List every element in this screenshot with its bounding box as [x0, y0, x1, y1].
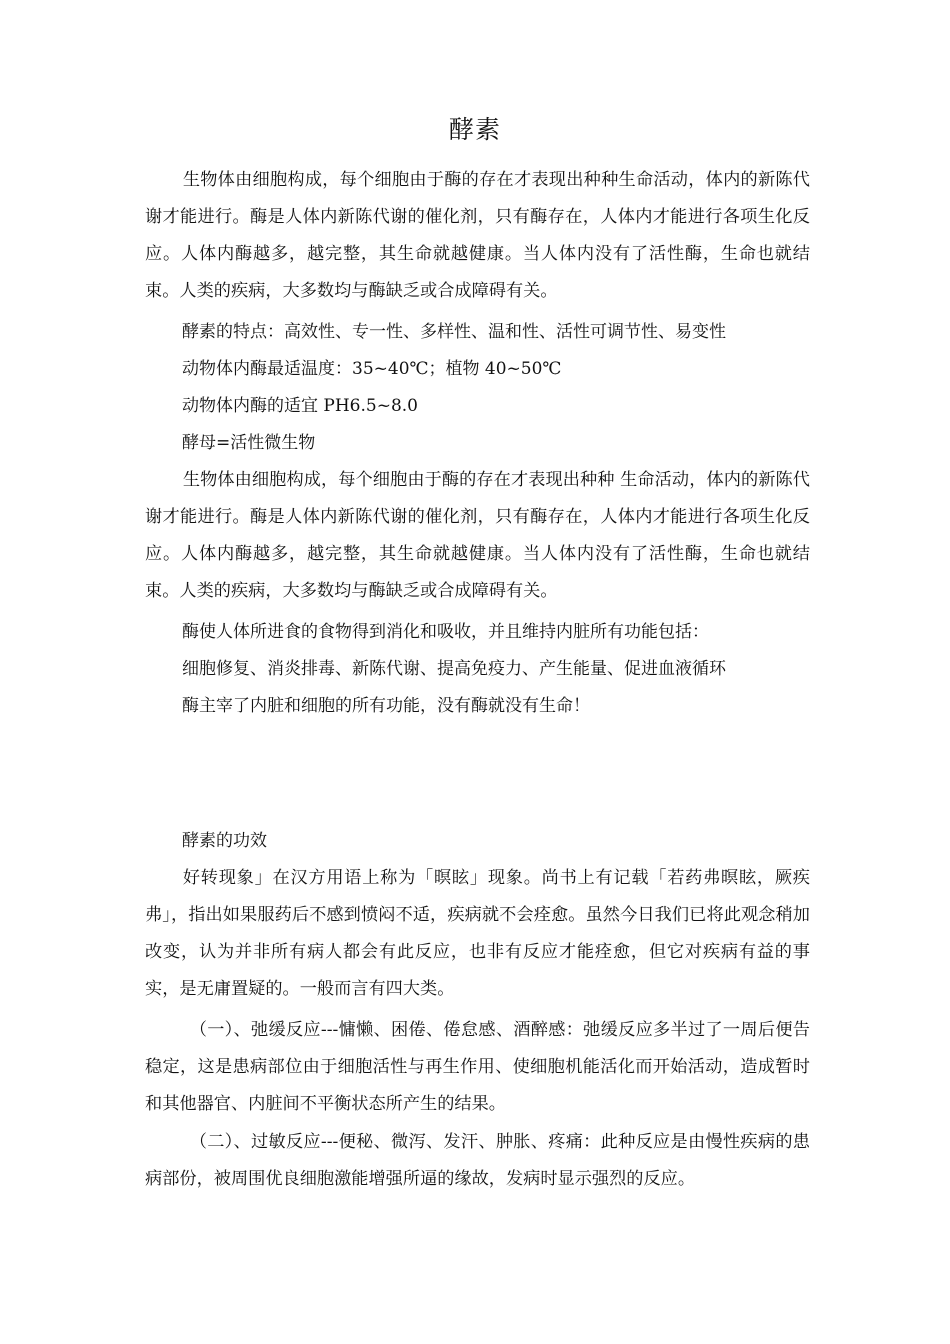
repeat-paragraph: 生物体由细胞构成，每个细胞由于酶的存在才表现出种种 生命活动，体内的新陈代谢才能进行。酶是人体内新陈代谢的催化剂，只有酶存在，人体内才能进行各项生化反应。人体内酶越多，越完整，其生命就越健康。当人体内没有了活性酶，生命也就结束。人类的疾病，大多数均与酶缺乏或合成障碍有关。 [145, 470, 810, 601]
document-title: 酵素 [448, 115, 501, 144]
functions-line: 细胞修复、消炎排毒、新陈代谢、提高免疫力、产生能量、促进血液循环 [182, 659, 726, 679]
turnaround-paragraph: 好转现象」在汉方用语上称为「暝眩」现象。尚书上有记载「若药弗暝眩，厥疾弗」，指出如果服药后不感到愤闷不适，疾病就不会痊愈。虽然今日我们已将此观念稍加改变，认为并非所有病人都会有此反应，也非有反应才能痊愈，但它对疾病有益的事实，是无庸置疑的。一般而言有四大类。 [145, 868, 810, 999]
temperature-line: 动物体内酶最适温度：35~40℃；植物 40~50℃ [182, 359, 562, 379]
master-line: 酶主宰了内脏和细胞的所有功能，没有酶就没有生命！ [182, 696, 590, 716]
yeast-line: 酵母=活性微生物 [182, 433, 316, 453]
effects-heading: 酵素的功效 [182, 831, 267, 851]
reaction-one-paragraph: （一）、弛缓反应---慵懒、困倦、倦怠感、酒醉感：弛缓反应多半过了一周后便告稳定，这是患病部位由于细胞活性与再生作用、使细胞机能活化而开始活动，造成暂时和其他器官、内脏间不平衡状态所产生的结果。 [145, 1020, 810, 1114]
ph-line: 动物体内酶的适宜 PH6.5~8.0 [182, 396, 418, 416]
reaction-two-paragraph: （二）、过敏反应---便秘、微泻、发汗、肿胀、疼痛：此种反应是由慢性疾病的患病部份，被周围优良细胞激能增强所逼的缘故，发病时显示强烈的反应。 [145, 1132, 810, 1189]
intro-paragraph: 生物体由细胞构成，每个细胞由于酶的存在才表现出种种生命活动，体内的新陈代谢才能进行。酶是人体内新陈代谢的催化剂，只有酶存在，人体内才能进行各项生化反应。人体内酶越多，越完整，其生命就越健康。当人体内没有了活性酶，生命也就结束。人类的疾病，大多数均与酶缺乏或合成障碍有关。 [145, 170, 810, 301]
digest-line: 酶使人体所进食的食物得到消化和吸收，并且维持内脏所有功能包括： [182, 622, 709, 642]
features-line: 酵素的特点：高效性、专一性、多样性、温和性、活性可调节性、易变性 [182, 322, 726, 342]
